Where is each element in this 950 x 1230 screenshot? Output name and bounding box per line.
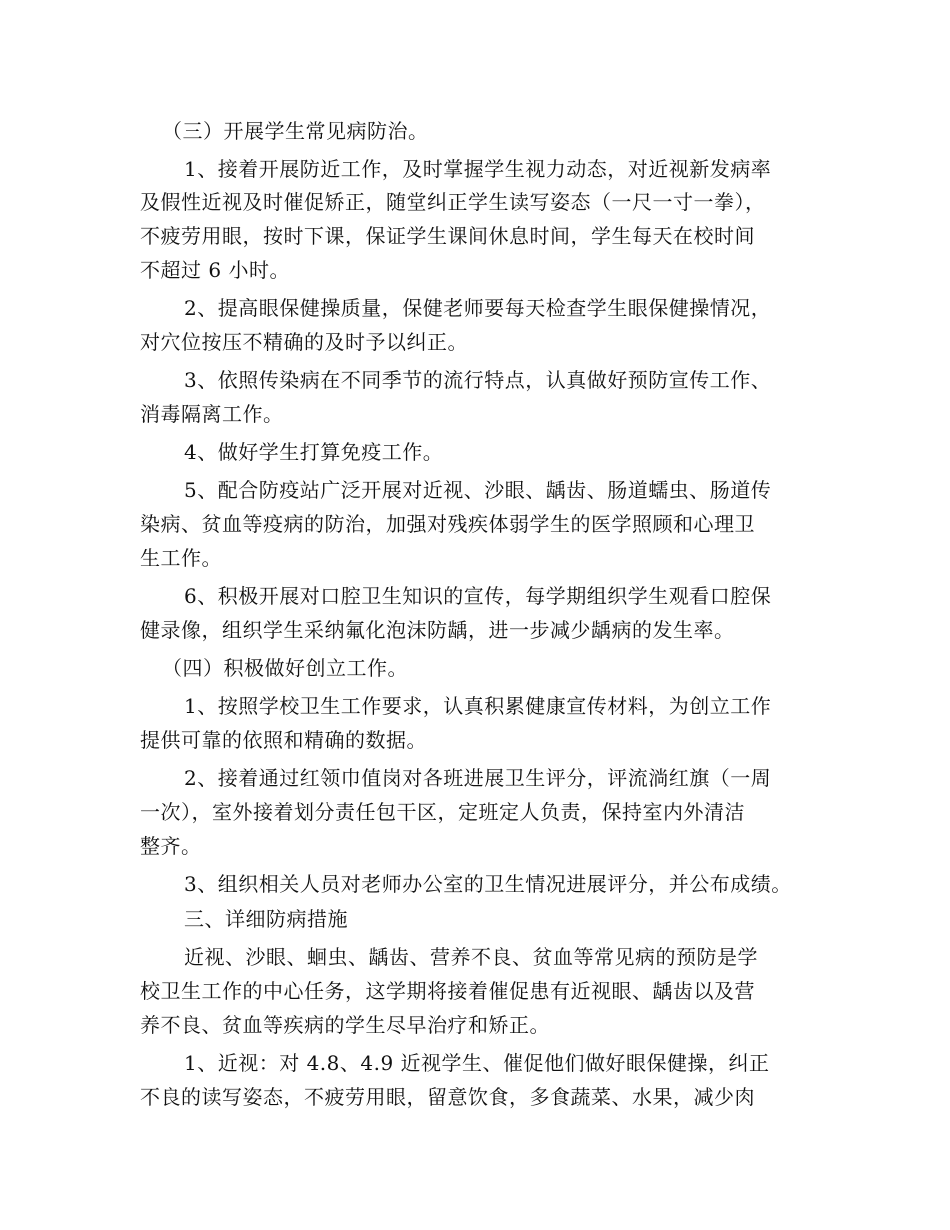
paragraph-line: 对穴位按压不精确的及时予以纠正。 — [140, 330, 468, 354]
paragraph-line: 6、积极开展对口腔卫生知识的宣传，每学期组织学生观看口腔保 — [184, 584, 772, 608]
paragraph-line: 近视、沙眼、蛔虫、龋齿、营养不良、贫血等常见病的预防是学 — [184, 945, 758, 969]
paragraph-line: 消毒隔离工作。 — [140, 402, 284, 426]
paragraph-line: 不超过 6 小时。 — [140, 258, 290, 282]
paragraph-line: 及假性近视及时催促矫正，随堂纠正学生读写姿态（一尺一寸一拳）， — [140, 190, 766, 214]
paragraph-line: 3、依照传染病在不同季节的流行特点，认真做好预防宣传工作、 — [184, 368, 772, 392]
section-heading-iii: 三、详细防病措施 — [184, 907, 348, 931]
paragraph-line: 2、提高眼保健操质量，保健老师要每天检查学生眼保健操情况， — [184, 296, 772, 320]
paragraph-line: 1、按照学校卫生工作要求，认真积累健康宣传材料，为创立工作 — [184, 694, 772, 718]
paragraph-line: 健录像，组织学生采纳氟化泡沫防龋，进一步减少龋病的发生率。 — [140, 618, 735, 642]
paragraph-line: 5、配合防疫站广泛开展对近视、沙眼、龋齿、肠道蠕虫、肠道传 — [184, 478, 772, 502]
paragraph-line: 染病、贫血等疫病的防治，加强对残疾体弱学生的医学照顾和心理卫 — [140, 512, 755, 536]
paragraph-line: 1、近视：对 4.8、4.9 近视学生、催促他们做好眼保健操，纠正 — [184, 1051, 770, 1075]
paragraph-line: 一次），室外接着划分责任包干区，定班定人负责，保持室内外清洁 — [140, 800, 745, 824]
paragraph-line: 3、组织相关人员对老师办公室的卫生情况进展评分，并公布成绩。 — [184, 872, 792, 896]
paragraph-line: 不疲劳用眼，按时下课，保证学生课间休息时间，学生每天在校时间 — [140, 224, 755, 248]
paragraph-line: 1、接着开展防近工作，及时掌握学生视力动态，对近视新发病率 — [184, 157, 772, 181]
paragraph-line: 4、做好学生打算免疫工作。 — [184, 440, 444, 464]
paragraph-line: 不良的读写姿态，不疲劳用眼，留意饮食，多食蔬菜、水果，减少肉 — [140, 1085, 755, 1109]
paragraph-line: 提供可靠的依照和精确的数据。 — [140, 728, 427, 752]
paragraph-line: 2、接着通过红领巾值岗对各班进展卫生评分，评流淌红旗（一周 — [184, 766, 772, 790]
paragraph-line: 生工作。 — [140, 546, 222, 570]
section-heading-3: （三）开展学生常见病防治。 — [162, 119, 429, 143]
paragraph-line: 养不良、贫血等疾病的学生尽早治疗和矫正。 — [140, 1013, 550, 1037]
section-heading-4: （四）积极做好创立工作。 — [162, 656, 408, 680]
paragraph-line: 整齐。 — [140, 834, 202, 858]
paragraph-line: 校卫生工作的中心任务，这学期将接着催促患有近视眼、龋齿以及营 — [140, 979, 755, 1003]
